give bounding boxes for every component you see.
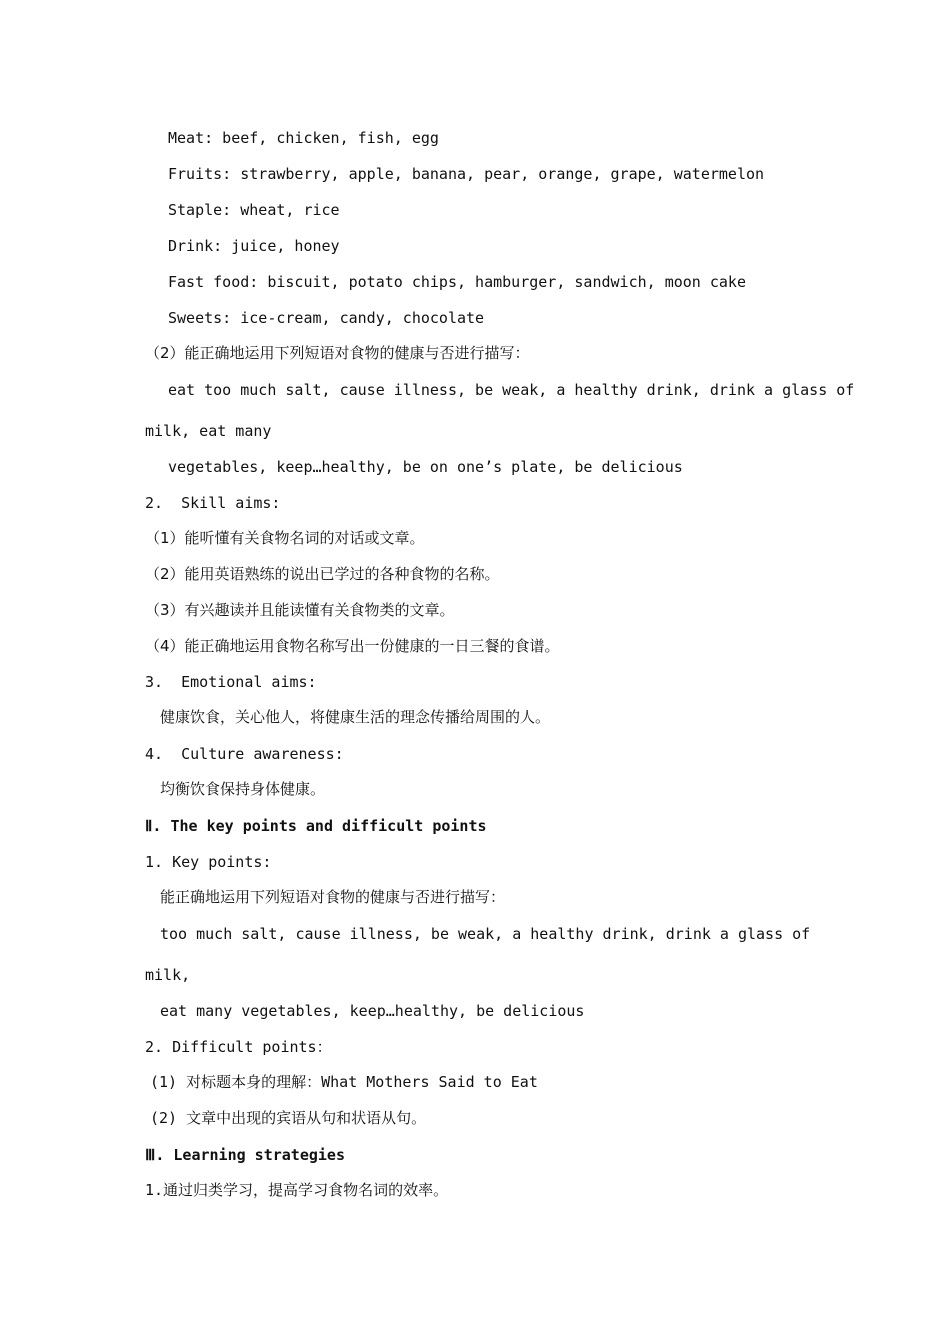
key-points-line-2: milk, xyxy=(145,966,191,984)
food-drink-line: Drink: juice, honey xyxy=(168,237,340,255)
difficult-point-2: (2) 文章中出现的宾语从句和状语从句。 xyxy=(150,1109,427,1127)
skill-aim-2: （2）能用英语熟练的说出已学过的各种食物的名称。 xyxy=(145,565,500,583)
emotional-aims-text: 健康饮食，关心他人，将健康生活的理念传播给周围的人。 xyxy=(160,708,551,726)
food-fruits-line: Fruits: strawberry, apple, banana, pear, orange, grape, watermelon xyxy=(168,165,765,183)
food-staple-line: Staple: wheat, rice xyxy=(168,201,340,219)
food-sweets-line: Sweets: ice-cream, candy, chocolate xyxy=(168,309,485,327)
phrases-line-3: vegetables, keep…healthy, be on one’s plate, be delicious xyxy=(168,458,683,476)
skill-aim-3: （3）有兴趣读并且能读懂有关食物类的文章。 xyxy=(145,601,455,619)
section-3-heading: Ⅲ. Learning strategies xyxy=(145,1146,345,1164)
culture-awareness-heading: 4. Culture awareness: xyxy=(145,745,344,763)
food-fastfood-line: Fast food: biscuit, potato chips, hamburger, sandwich, moon cake xyxy=(168,273,746,291)
key-points-line-1: too much salt, cause illness, be weak, a healthy drink, drink a glass of xyxy=(160,925,811,943)
phrases-line-2: milk, eat many xyxy=(145,422,272,440)
section-2-heading: Ⅱ. The key points and difficult points xyxy=(145,817,487,835)
difficult-point-1: (1) 对标题本身的理解：What Mothers Said to Eat xyxy=(150,1073,538,1091)
culture-awareness-text: 均衡饮食保持身体健康。 xyxy=(160,780,326,798)
skill-aim-4: （4）能正确地运用食物名称写出一份健康的一日三餐的食谱。 xyxy=(145,637,560,655)
emotional-aims-heading: 3. Emotional aims: xyxy=(145,673,317,691)
difficult-points-heading: 2. Difficult points： xyxy=(145,1038,332,1056)
strategy-1: 1.通过归类学习，提高学习食物名词的效率。 xyxy=(145,1181,449,1199)
food-meat-line: Meat: beef, chicken, fish, egg xyxy=(168,129,439,147)
key-points-line-3: eat many vegetables, keep…healthy, be delicious xyxy=(160,1002,585,1020)
key-points-heading: 1. Key points: xyxy=(145,853,272,871)
skill-aim-1: （1）能听懂有关食物名词的对话或文章。 xyxy=(145,529,425,547)
phrases-line-1: eat too much salt, cause illness, be weak, a healthy drink, drink a glass of xyxy=(168,381,855,399)
phrases-heading: （2）能正确地运用下列短语对食物的健康与否进行描写： xyxy=(145,344,530,362)
skill-aims-heading: 2. Skill aims: xyxy=(145,494,281,512)
key-points-intro: 能正确地运用下列短语对食物的健康与否进行描写： xyxy=(160,888,506,906)
